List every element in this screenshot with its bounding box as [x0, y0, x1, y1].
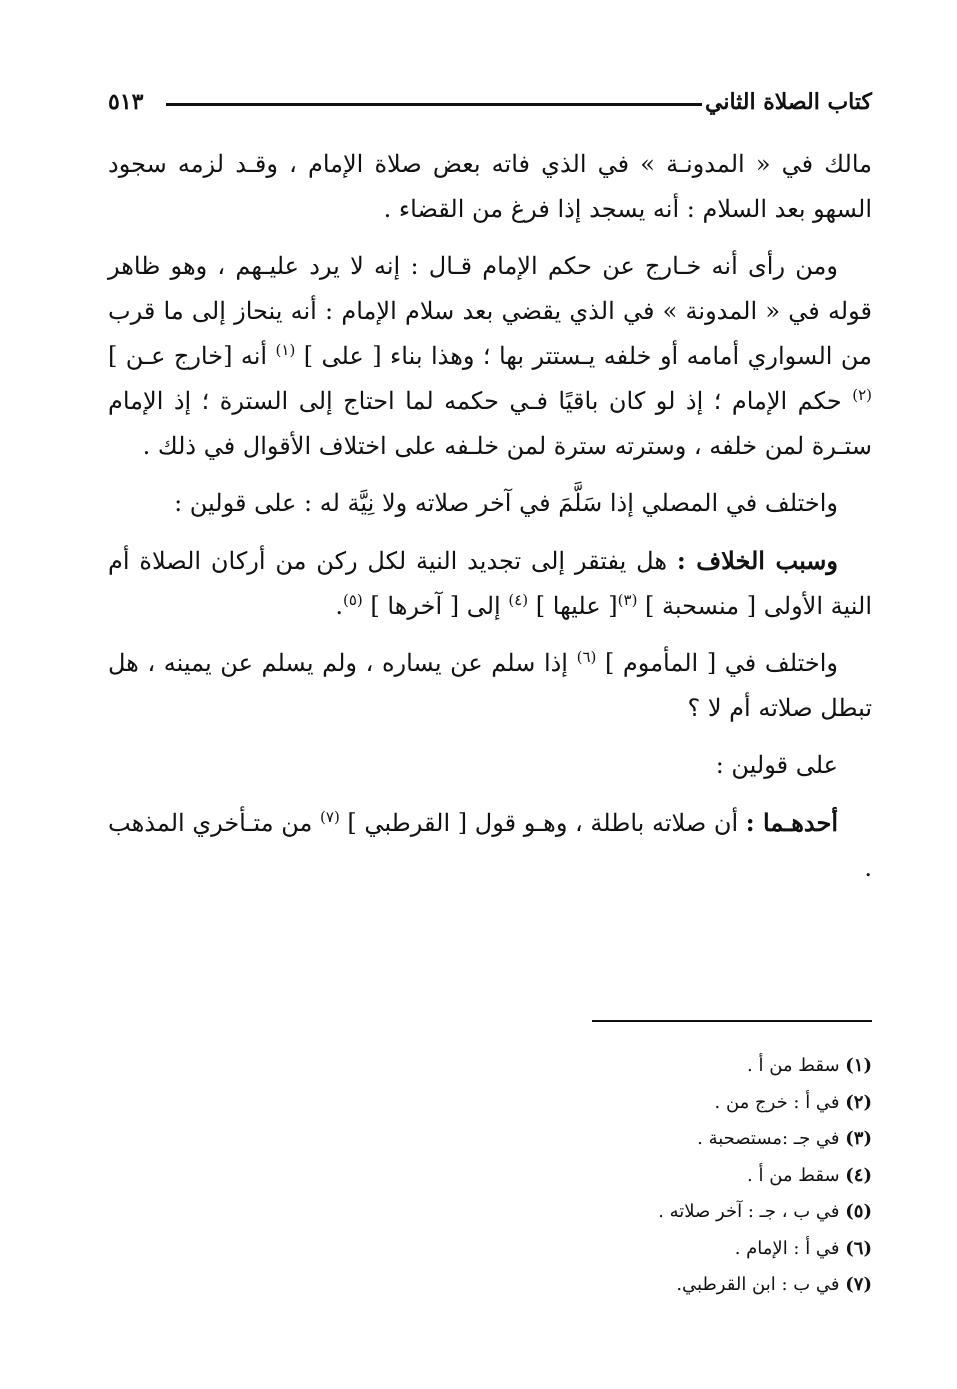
page-number: ٥١٣ [108, 89, 144, 115]
footnote-number: (٥) [845, 1201, 872, 1222]
footnote-reference: (٢) [852, 386, 872, 404]
paragraph [108, 800, 872, 891]
paragraph [108, 641, 872, 731]
footnote-reference: (٦) [576, 648, 597, 666]
footnote-text: سقط من أ . [747, 1164, 846, 1186]
footnote [500, 1048, 872, 1085]
text-segment: إلى [ آخرها ] [362, 592, 509, 620]
footnote-number: (١) [845, 1055, 872, 1076]
footnote [500, 1231, 872, 1268]
paragraph [108, 538, 872, 629]
footnote-text: في ب ، جـ : آخر صلاته . [658, 1201, 846, 1222]
text-segment: حكم الإمام ؛ إذ لو كان باقيًا فـي حكمه لما احتاج إلى السترة ؛ إذ الإمام ستـرة لمن خلفه ، وسترته سترة لمن خلـفه على اختلاف الأقوال في ذلك . [108, 387, 872, 460]
footnote-reference: (٧) [320, 808, 340, 826]
chapter-title: كتاب الصلاة الثاني [704, 89, 872, 115]
paragraph [108, 142, 872, 232]
text-segment: [ عليها ] [528, 592, 618, 620]
paragraph-lead: أحدهـما : [745, 808, 838, 837]
footnote [500, 1267, 872, 1304]
paragraph [108, 481, 872, 526]
footnote [500, 1085, 872, 1122]
text-segment: . [335, 592, 343, 620]
text-segment: واختلف في المصلي إذا سَلَّمَ في آخر صلاته ولا نِيَّة له : على قولين : [174, 489, 838, 517]
header-rule [166, 103, 702, 106]
footnote-text: سقط من أ . [747, 1055, 846, 1076]
footnote-reference: (٥) [343, 591, 363, 609]
footnote [500, 1158, 872, 1195]
text-segment: إذا سلم عن يساره ، ولم يسلم عن يمينه ، هل تبطل صلاته أم لا ؟ [108, 649, 872, 722]
footnote-reference: (١) [275, 341, 296, 359]
footnote [500, 1194, 872, 1231]
paragraph [108, 743, 872, 788]
footnote-number: (٣) [845, 1128, 872, 1149]
main-text [108, 142, 872, 903]
footnote-text: في أ : الإمام . [734, 1237, 846, 1259]
footnotes [500, 1048, 872, 1304]
footnote-text: في أ : خرج من . [714, 1091, 846, 1113]
running-header [108, 82, 872, 122]
footnote-reference: (٣) [617, 591, 638, 609]
footnote-separator [592, 1020, 872, 1022]
text-segment: على قولين : [715, 751, 838, 779]
paragraph-lead: وسبب الخلاف : [676, 546, 839, 575]
text-segment: أن صلاته باطلة ، وهـو قول [ القرطبي ] [339, 809, 746, 837]
text-segment: مالك في « المدونـة » في الذي فاته بعض صلاة الإمام ، وقـد لزمه سجود السهو بعد السلام : أنه يسجد إذا فرغ من القضاء . [108, 150, 872, 223]
footnote-number: (٢) [845, 1091, 872, 1113]
text-segment: من متـأخري المذهب . [108, 809, 872, 882]
paragraph [108, 244, 872, 469]
footnote-reference: (٤) [508, 591, 529, 609]
text-segment: واختلف في [ المأموم ] [596, 649, 838, 677]
footnote-number: (٦) [845, 1237, 872, 1259]
text-segment: ومن رأى أنه خـارج عن حكم الإمام قـال : إنه لا يرد عليـهم ، وهو ظاهر قوله في « المدونة » في الذي يقضي بعد سلام الإمام : أنه ينحاز إلى ما قرب من السواري أمامه أو خلفه يـستتر بها ؛ وهذا بناء [ على ] [108, 252, 873, 370]
footnote [500, 1121, 872, 1158]
text-segment: أنه [خارج عـن ] [108, 342, 276, 370]
footnote-text: في جـ :مستصحبة . [697, 1128, 846, 1149]
text-segment: هل يفتقر إلى تجديد النية لكل ركن من أركان الصلاة أم النية الأولى [ منسحبة ] [108, 547, 872, 620]
footnote-text: في ب : ابن القرطبي. [676, 1274, 846, 1295]
footnote-number: (٤) [845, 1164, 872, 1186]
footnote-number: (٧) [845, 1274, 872, 1295]
